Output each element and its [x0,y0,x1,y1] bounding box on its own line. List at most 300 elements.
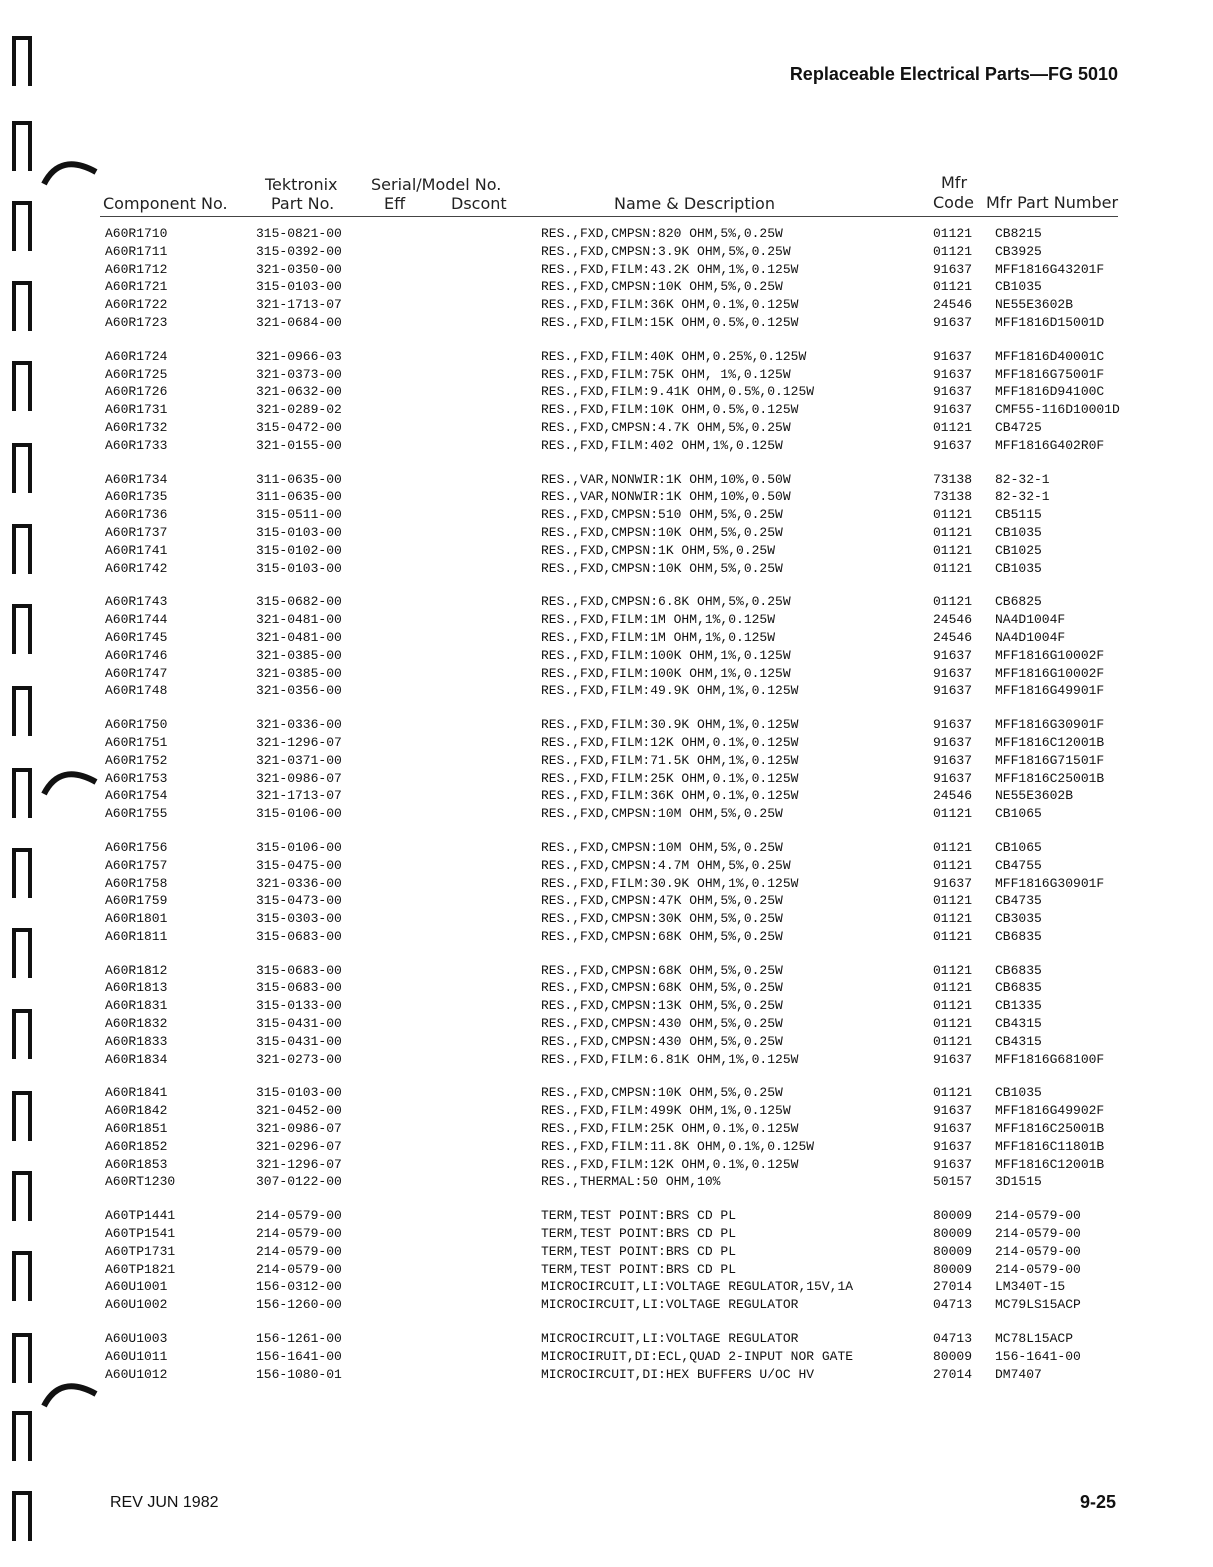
part-no: 321-0350-00 [256,261,342,277]
name-description: RES.,FXD,CMPSN:30K OHM,5%,0.25W [541,911,783,927]
mfr-code: 01121 [933,1033,973,1049]
mfr-part-number: CB6835 [995,962,1042,978]
part-no: 315-0103-00 [256,524,342,540]
mfr-code: 91637 [933,314,973,330]
mfr-part-number: MFF1816C11801B [995,1138,1105,1154]
mfr-part-number: 82-32-1 [995,489,1050,505]
name-description: RES.,FXD,FILM:6.81K OHM,1%,0.125W [541,1051,799,1067]
component-no: A60R1724 [105,348,168,364]
component-no: A60R1759 [105,893,168,909]
name-description: RES.,FXD,CMPSN:6.8K OHM,5%,0.25W [541,594,791,610]
part-no: 315-0475-00 [256,857,342,873]
mfr-code: 91637 [933,665,973,681]
name-description: RES.,FXD,CMPSN:10K OHM,5%,0.25W [541,279,783,295]
table-row [0,1121,1213,1139]
mfr-code: 01121 [933,507,973,523]
table-row [0,666,1213,684]
component-no: A60R1722 [105,297,168,313]
mfr-part-number: CB1035 [995,279,1042,295]
table-row [0,1139,1213,1157]
component-no: A60R1721 [105,279,168,295]
mfr-code: 91637 [933,1051,973,1067]
part-no: 156-0312-00 [256,1279,342,1295]
part-no: 315-0682-00 [256,594,342,610]
name-description: RES.,FXD,FILM:36K OHM,0.1%,0.125W [541,297,799,313]
table-row [0,1174,1213,1192]
mfr-code: 80009 [933,1243,973,1259]
mfr-code: 27014 [933,1279,973,1295]
row-group [0,963,1213,1070]
mfr-part-number: MFF1816G10002F [995,647,1105,663]
table-row [0,315,1213,333]
part-no: 321-0481-00 [256,612,342,628]
name-description: MICROCIRCUIT,DI:HEX BUFFERS U/OC HV [541,1366,815,1382]
component-no: A60R1725 [105,366,168,382]
name-description: RES.,FXD,CMPSN:1K OHM,5%,0.25W [541,542,776,558]
table-row [0,1331,1213,1349]
name-description: RES.,FXD,FILM:25K OHM,0.1%,0.125W [541,1121,799,1137]
header-component-no: Component No. [103,194,228,213]
row-group [0,472,1213,579]
mfr-code: 01121 [933,279,973,295]
part-no: 156-1261-00 [256,1331,342,1347]
mfr-part-number: 156-1641-00 [995,1348,1081,1364]
component-no: A60R1741 [105,542,168,558]
mfr-code: 01121 [933,928,973,944]
mfr-part-number: CB4725 [995,419,1042,435]
component-no: A60R1750 [105,717,168,733]
part-no: 315-0103-00 [256,279,342,295]
table-row [0,1262,1213,1280]
component-no: A60R1841 [105,1085,168,1101]
part-no: 315-0103-00 [256,1085,342,1101]
mfr-part-number: MFF1816D40001C [995,348,1105,364]
mfr-part-number: 214-0579-00 [995,1261,1081,1277]
mfr-code: 01121 [933,893,973,909]
table-row [0,367,1213,385]
row-group [0,717,1213,824]
name-description: RES.,FXD,CMPSN:10M OHM,5%,0.25W [541,839,783,855]
mfr-code: 91637 [933,261,973,277]
mfr-part-number: CB6835 [995,928,1042,944]
mfr-code: 01121 [933,594,973,610]
table-row [0,279,1213,297]
mfr-part-number: CB1065 [995,806,1042,822]
name-description: RES.,FXD,FILM:49.9K OHM,1%,0.125W [541,683,799,699]
part-no: 321-1296-07 [256,1156,342,1172]
mfr-code: 01121 [933,419,973,435]
component-no: A60R1752 [105,752,168,768]
mfr-code: 91637 [933,683,973,699]
part-no: 321-0371-00 [256,752,342,768]
mfr-code: 73138 [933,471,973,487]
header-eff: Eff [384,194,406,213]
table-row [0,630,1213,648]
mfr-part-number: CB4315 [995,1016,1042,1032]
table-row [0,226,1213,244]
mfr-part-number: CB3035 [995,911,1042,927]
component-no: A60R1737 [105,524,168,540]
table-row [0,1157,1213,1175]
component-no: A60R1753 [105,770,168,786]
component-no: A60R1832 [105,1016,168,1032]
component-no: A60R1734 [105,471,168,487]
header-rule [100,216,1118,217]
row-group [0,1331,1213,1384]
part-no: 321-0986-07 [256,770,342,786]
mfr-part-number: MFF1816G71501F [995,752,1105,768]
part-no: 315-0303-00 [256,911,342,927]
mfr-part-number: MFF1816C25001B [995,770,1105,786]
mfr-part-number: MFF1816G10002F [995,665,1105,681]
mfr-part-number: CB4755 [995,857,1042,873]
mfr-part-number: CB1035 [995,1085,1042,1101]
mfr-code: 01121 [933,226,973,241]
part-no: 311-0635-00 [256,489,342,505]
name-description: MICROCIRUIT,DI:ECL,QUAD 2-INPUT NOR GATE [541,1348,854,1364]
table-row [0,1034,1213,1052]
mfr-code: 27014 [933,1366,973,1382]
part-no: 321-0986-07 [256,1121,342,1137]
mfr-part-number: CB1065 [995,839,1042,855]
part-no: 311-0635-00 [256,471,342,487]
component-no: A60R1842 [105,1103,168,1119]
mfr-code: 91637 [933,647,973,663]
table-row [0,349,1213,367]
name-description: RES.,FXD,CMPSN:68K OHM,5%,0.25W [541,962,783,978]
name-description: RES.,FXD,CMPSN:13K OHM,5%,0.25W [541,998,783,1014]
mfr-part-number: NE55E3602B [995,788,1074,804]
mfr-code: 01121 [933,243,973,259]
mfr-part-number: CB1035 [995,524,1042,540]
mfr-part-number: 214-0579-00 [995,1208,1081,1224]
mfr-code: 01121 [933,542,973,558]
name-description: RES.,FXD,FILM:11.8K OHM,0.1%,0.125W [541,1138,815,1154]
mfr-code: 91637 [933,402,973,418]
part-no: 321-0452-00 [256,1103,342,1119]
component-no: A60R1745 [105,629,168,645]
table-row [0,980,1213,998]
name-description: RES.,FXD,FILM:499K OHM,1%,0.125W [541,1103,791,1119]
component-no: A60R1751 [105,734,168,750]
mfr-code: 91637 [933,1103,973,1119]
part-no: 315-0431-00 [256,1033,342,1049]
component-no: A60R1733 [105,437,168,453]
mfr-code: 91637 [933,717,973,733]
table-row [0,384,1213,402]
component-no: A60R1756 [105,839,168,855]
table-row [0,717,1213,735]
table-row [0,683,1213,701]
mfr-code: 24546 [933,612,973,628]
mfr-code: 91637 [933,875,973,891]
component-no: A60U1003 [105,1331,168,1347]
name-description: RES.,FXD,FILM:1M OHM,1%,0.125W [541,612,776,628]
mfr-code: 91637 [933,437,973,453]
name-description: RES.,FXD,CMPSN:10K OHM,5%,0.25W [541,524,783,540]
page-title: Replaceable Electrical Parts—FG 5010 [789,64,1118,84]
name-description: MICROCIRCUIT,LI:VOLTAGE REGULATOR [541,1331,799,1347]
table-row [0,297,1213,315]
mfr-code: 80009 [933,1226,973,1242]
table-row [0,753,1213,771]
header-mfr-part-number: Mfr Part Number [986,193,1119,212]
table-row [0,525,1213,543]
component-no: A60R1736 [105,507,168,523]
mfr-code: 01121 [933,998,973,1014]
name-description: RES.,FXD,FILM:25K OHM,0.1%,0.125W [541,770,799,786]
part-no: 321-0356-00 [256,683,342,699]
name-description: RES.,FXD,FILM:36K OHM,0.1%,0.125W [541,788,799,804]
component-no: A60R1834 [105,1051,168,1067]
mfr-part-number: CB8215 [995,226,1042,241]
header-mfr: Mfr [941,173,968,192]
name-description: RES.,FXD,FILM:402 OHM,1%,0.125W [541,437,783,453]
name-description: RES.,THERMAL:50 OHM,10% [541,1174,721,1190]
table-row [0,612,1213,630]
part-no: 214-0579-00 [256,1208,342,1224]
table-row [0,543,1213,561]
component-no: A60R1710 [105,226,168,241]
table-row [0,507,1213,525]
component-no: A60U1011 [105,1348,168,1364]
mfr-part-number: MFF1816D94100C [995,384,1105,400]
mfr-code: 91637 [933,734,973,750]
mfr-part-number: MFF1816C12001B [995,1156,1105,1172]
part-no: 321-0966-03 [256,348,342,364]
mfr-part-number: CB1035 [995,560,1042,576]
name-description: RES.,FXD,FILM:30.9K OHM,1%,0.125W [541,717,799,733]
mfr-part-number: NA4D1004F [995,629,1066,645]
name-description: RES.,FXD,CMPSN:68K OHM,5%,0.25W [541,928,783,944]
mfr-part-number: MFF1816G43201F [995,261,1105,277]
mfr-code: 91637 [933,1156,973,1172]
component-no: A60R1754 [105,788,168,804]
component-no: A60R1831 [105,998,168,1014]
name-description: TERM,TEST POINT:BRS CD PL [541,1226,737,1242]
part-no: 315-0683-00 [256,928,342,944]
mfr-part-number: CB4315 [995,1033,1042,1049]
header-serial-model: Serial/Model No. [371,175,502,194]
name-description: RES.,FXD,FILM:10K OHM,0.5%,0.125W [541,402,799,418]
table-row [0,840,1213,858]
part-no: 156-1080-01 [256,1366,342,1382]
component-no: A60R1747 [105,665,168,681]
component-no: A60R1801 [105,911,168,927]
name-description: TERM,TEST POINT:BRS CD PL [541,1243,737,1259]
name-description: RES.,FXD,FILM:1M OHM,1%,0.125W [541,629,776,645]
parts-table [0,226,1213,1400]
component-no: A60R1726 [105,384,168,400]
part-no: 156-1260-00 [256,1297,342,1313]
mfr-part-number: MFF1816G49902F [995,1103,1105,1119]
part-no: 315-0821-00 [256,226,342,241]
name-description: TERM,TEST POINT:BRS CD PL [541,1208,737,1224]
part-no: 321-0273-00 [256,1051,342,1067]
table-row [0,735,1213,753]
mfr-code: 01121 [933,980,973,996]
mfr-code: 01121 [933,560,973,576]
name-description: RES.,FXD,FILM:43.2K OHM,1%,0.125W [541,261,799,277]
table-row [0,1226,1213,1244]
header-tektronix: Tektronix [265,175,338,194]
mfr-part-number: MFF1816C25001B [995,1121,1105,1137]
table-row [0,1349,1213,1367]
mfr-code: 01121 [933,857,973,873]
component-no: A60R1731 [105,402,168,418]
component-no: A60TP1541 [105,1226,176,1242]
mfr-part-number: 214-0579-00 [995,1226,1081,1242]
mfr-code: 01121 [933,806,973,822]
table-row [0,911,1213,929]
component-no: A60R1746 [105,647,168,663]
part-no: 315-0392-00 [256,243,342,259]
table-row [0,561,1213,579]
table-row [0,771,1213,789]
mfr-part-number: MFF1816G68100F [995,1051,1105,1067]
mfr-code: 24546 [933,629,973,645]
name-description: RES.,FXD,FILM:75K OHM, 1%,0.125W [541,366,791,382]
mfr-code: 91637 [933,348,973,364]
component-no: A60R1742 [105,560,168,576]
header-code: Code [933,193,974,212]
row-group [0,840,1213,947]
component-no: A60R1744 [105,612,168,628]
row-group [0,226,1213,333]
table-row [0,929,1213,947]
component-no: A60U1001 [105,1279,168,1295]
name-description: TERM,TEST POINT:BRS CD PL [541,1261,737,1277]
name-description: RES.,FXD,CMPSN:4.7K OHM,5%,0.25W [541,419,791,435]
mfr-code: 01121 [933,524,973,540]
table-row [0,1052,1213,1070]
mfr-code: 91637 [933,1138,973,1154]
table-row [0,806,1213,824]
table-row [0,963,1213,981]
part-no: 315-0431-00 [256,1016,342,1032]
mfr-code: 91637 [933,1121,973,1137]
component-no: A60RT1230 [105,1174,176,1190]
part-no: 321-0481-00 [256,629,342,645]
part-no: 315-0473-00 [256,893,342,909]
part-no: 321-0289-02 [256,402,342,418]
component-no: A60R1712 [105,261,168,277]
mfr-code: 91637 [933,384,973,400]
table-row [0,893,1213,911]
part-no: 315-0511-00 [256,507,342,523]
part-no: 321-0296-07 [256,1138,342,1154]
name-description: RES.,FXD,FILM:15K OHM,0.5%,0.125W [541,314,799,330]
component-no: A60R1735 [105,489,168,505]
table-row [0,998,1213,1016]
part-no: 214-0579-00 [256,1226,342,1242]
component-no: A60R1811 [105,928,168,944]
part-no: 156-1641-00 [256,1348,342,1364]
mfr-part-number: CB3925 [995,243,1042,259]
table-row [0,402,1213,420]
part-no: 315-0472-00 [256,419,342,435]
mfr-part-number: MFF1816C12001B [995,734,1105,750]
part-no: 315-0133-00 [256,998,342,1014]
part-no: 315-0683-00 [256,962,342,978]
name-description: MICROCIRCUIT,LI:VOLTAGE REGULATOR [541,1297,799,1313]
name-description: RES.,FXD,CMPSN:510 OHM,5%,0.25W [541,507,783,523]
component-no: A60U1012 [105,1366,168,1382]
mfr-code: 24546 [933,788,973,804]
mfr-code: 01121 [933,1085,973,1101]
part-no: 214-0579-00 [256,1261,342,1277]
name-description: RES.,VAR,NONWIR:1K OHM,10%,0.50W [541,471,791,487]
mfr-code: 01121 [933,962,973,978]
name-description: RES.,FXD,FILM:12K OHM,0.1%,0.125W [541,1156,799,1172]
mfr-part-number: CB6825 [995,594,1042,610]
name-description: MICROCIRCUIT,LI:VOLTAGE REGULATOR,15V,1A [541,1279,854,1295]
header-part-no: Part No. [271,194,335,213]
component-no: A60U1002 [105,1297,168,1313]
component-no: A60R1723 [105,314,168,330]
mfr-part-number: LM340T-15 [995,1279,1066,1295]
component-no: A60R1732 [105,419,168,435]
component-no: A60R1833 [105,1033,168,1049]
revision-date: REV JUN 1982 [110,1494,219,1511]
mfr-part-number: NE55E3602B [995,297,1074,313]
mfr-code: 80009 [933,1261,973,1277]
part-no: 321-0336-00 [256,717,342,733]
part-no: 321-1296-07 [256,734,342,750]
name-description: RES.,FXD,FILM:71.5K OHM,1%,0.125W [541,752,799,768]
part-no: 315-0103-00 [256,560,342,576]
header-name-description: Name & Description [614,194,775,213]
mfr-part-number: MFF1816G49901F [995,683,1105,699]
table-row [0,420,1213,438]
name-description: RES.,FXD,FILM:9.41K OHM,0.5%,0.125W [541,384,815,400]
component-no: A60R1755 [105,806,168,822]
part-no: 315-0106-00 [256,839,342,855]
mfr-part-number: CMF55-116D10001D [995,402,1120,418]
name-description: RES.,FXD,CMPSN:10K OHM,5%,0.25W [541,1085,783,1101]
mfr-code: 50157 [933,1174,973,1190]
table-row [0,489,1213,507]
mfr-code: 73138 [933,489,973,505]
component-no: A60TP1731 [105,1243,176,1259]
table-row [0,858,1213,876]
name-description: RES.,VAR,NONWIR:1K OHM,10%,0.50W [541,489,791,505]
name-description: RES.,FXD,CMPSN:10K OHM,5%,0.25W [541,560,783,576]
table-row [0,472,1213,490]
page-number: 9-25 [1079,1492,1116,1512]
binder-arc-icon [40,148,100,188]
component-no: A60R1812 [105,962,168,978]
row-group [0,594,1213,701]
part-no: 315-0106-00 [256,806,342,822]
name-description: RES.,FXD,CMPSN:68K OHM,5%,0.25W [541,980,783,996]
binder-hole-icon [8,1405,36,1465]
part-no: 321-0336-00 [256,875,342,891]
part-no: 321-1713-07 [256,788,342,804]
table-row [0,1367,1213,1385]
component-no: A60R1851 [105,1121,168,1137]
component-no: A60R1852 [105,1138,168,1154]
name-description: RES.,FXD,FILM:100K OHM,1%,0.125W [541,665,791,681]
component-no: A60R1813 [105,980,168,996]
name-description: RES.,FXD,CMPSN:820 OHM,5%,0.25W [541,226,783,241]
part-no: 321-0155-00 [256,437,342,453]
header-dscont: Dscont [451,194,507,213]
mfr-code: 04713 [933,1297,973,1313]
component-no: A60R1757 [105,857,168,873]
mfr-part-number: CB1335 [995,998,1042,1014]
name-description: RES.,FXD,CMPSN:430 OHM,5%,0.25W [541,1033,783,1049]
